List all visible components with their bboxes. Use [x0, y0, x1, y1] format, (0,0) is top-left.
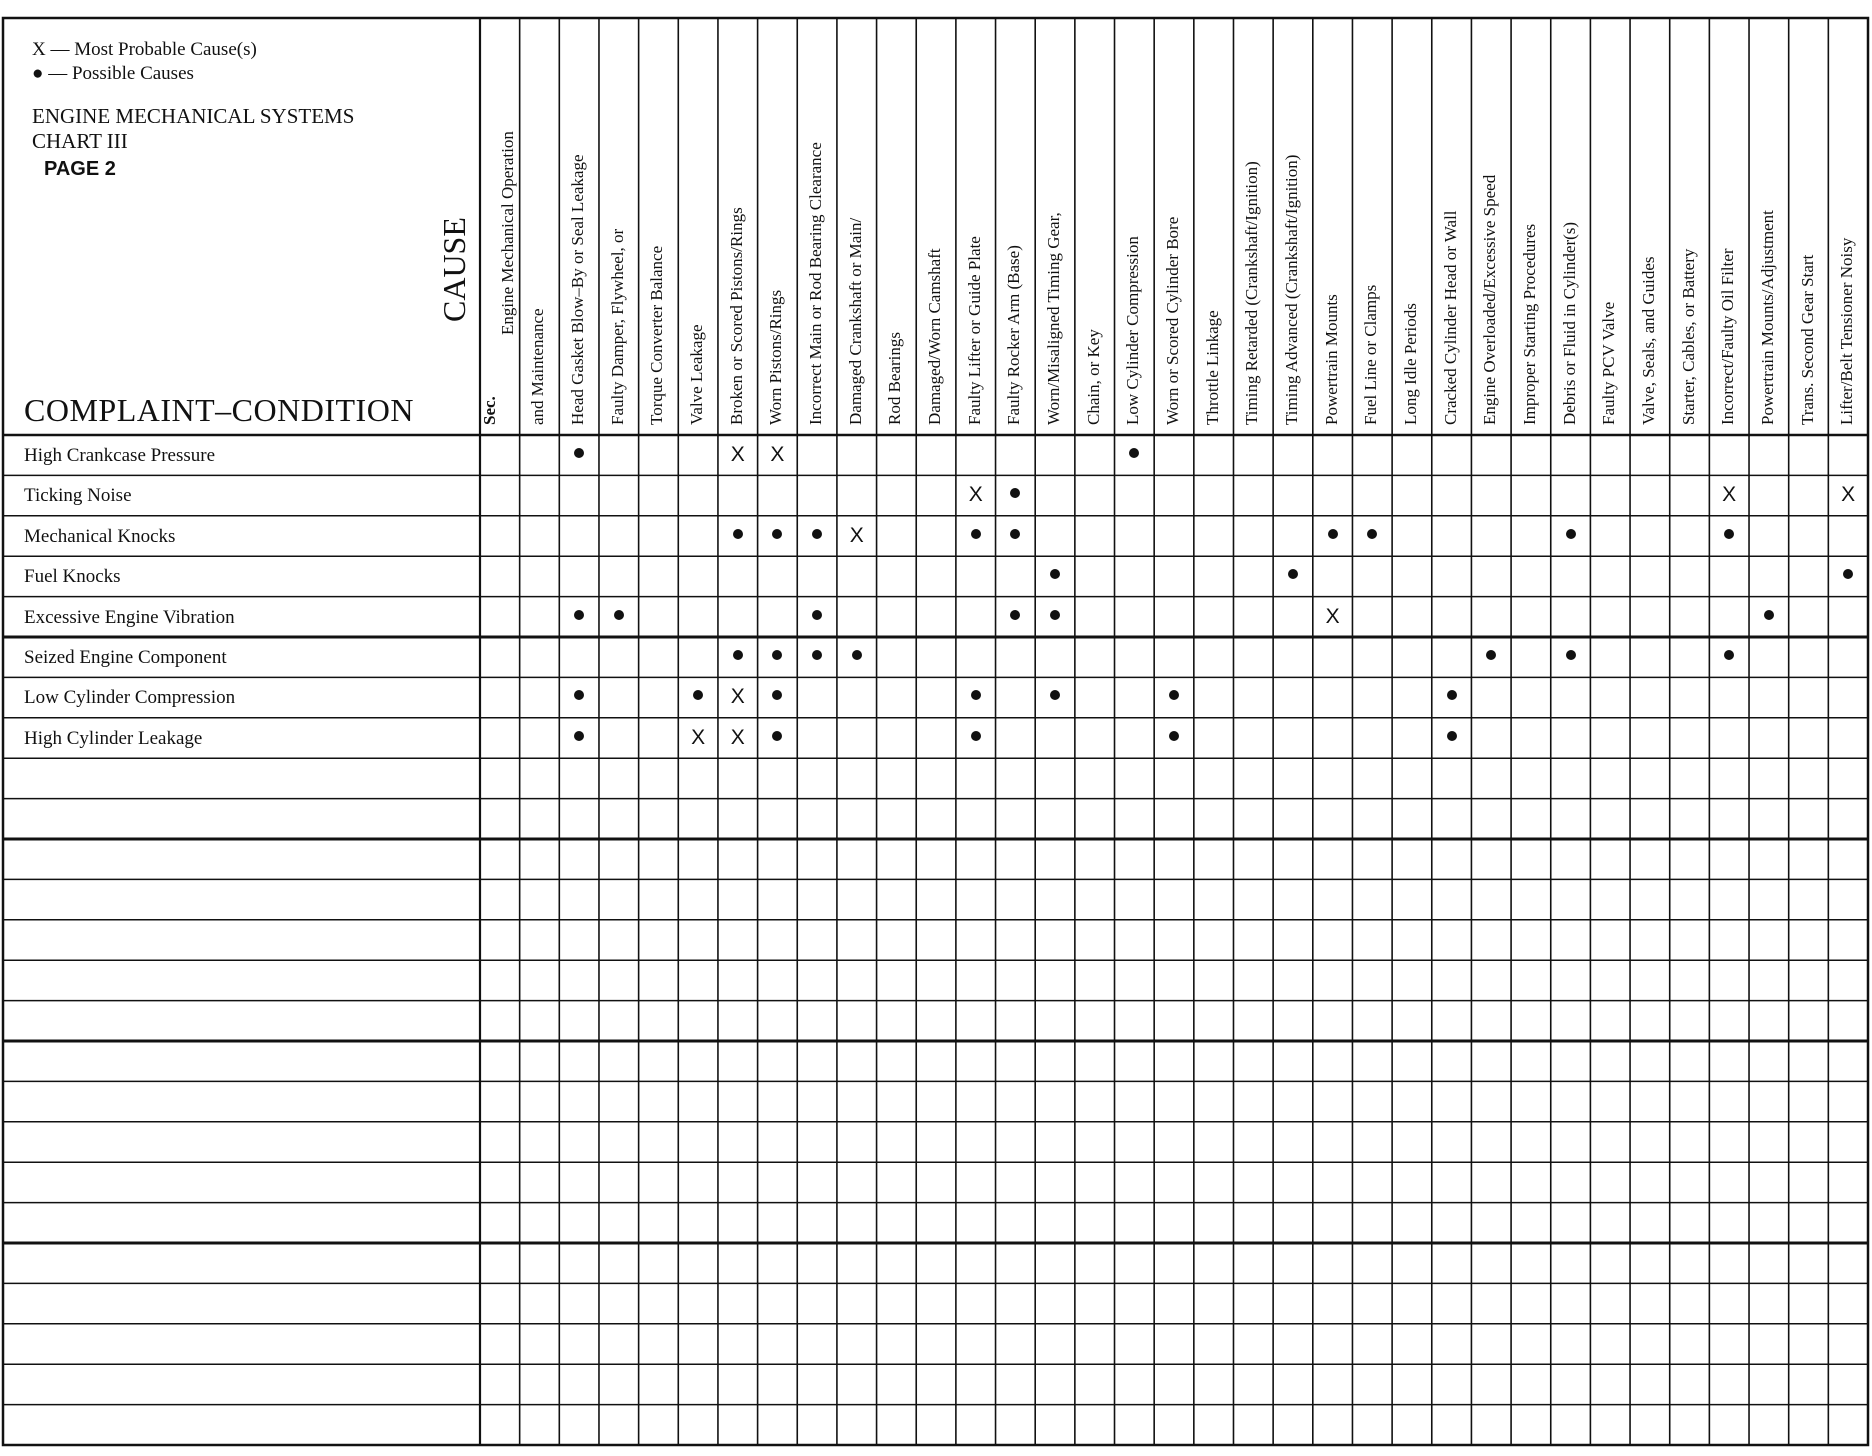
- column-header-label: Faulty PCV Valve: [1599, 301, 1619, 425]
- complaint-row-label: Fuel Knocks: [24, 566, 121, 588]
- possible-cause-dot: [1035, 566, 1075, 584]
- most-probable-mark: X: [730, 725, 745, 749]
- column-header-label: Faulty Damper, Flywheel, or: [607, 228, 627, 425]
- possible-cause-dot: [956, 728, 996, 746]
- column-header-label: Trans. Second Gear Start: [1797, 254, 1817, 425]
- possible-cause-dot: [1154, 687, 1194, 705]
- column-header: [1202, 310, 1222, 426]
- possible-cause-dot: [1828, 566, 1868, 584]
- possible-cause-dot: [559, 607, 599, 625]
- column-header: [1718, 248, 1738, 426]
- column-header: [885, 331, 905, 426]
- column-header-label: Timing Advanced (Crankshaft/Ignition): [1281, 154, 1301, 425]
- column-header: [1519, 223, 1539, 426]
- possible-cause-dot: [1709, 647, 1749, 665]
- possible-cause-dot: [956, 687, 996, 705]
- possible-cause-dot: [559, 728, 599, 746]
- possible-cause-dot: [757, 687, 797, 705]
- column-header-label: Chain, or Key: [1083, 329, 1103, 425]
- column-header-label: Rod Bearings: [885, 331, 905, 425]
- possible-cause-dot: [718, 647, 758, 665]
- complaint-row-label: High Crankcase Pressure: [24, 445, 216, 466]
- possible-cause-dot: [559, 687, 599, 705]
- possible-cause-dot: [956, 526, 996, 544]
- column-header: [1321, 294, 1341, 426]
- possible-cause-dot: [995, 485, 1035, 503]
- possible-cause-dot: [1749, 607, 1789, 625]
- column-header-label: Engine Mechanical Operation: [497, 131, 517, 335]
- most-probable-mark: X: [1841, 483, 1856, 507]
- possible-cause-dot: [995, 526, 1035, 544]
- column-header-label: Faulty Rocker Arm (Base): [1004, 245, 1024, 425]
- most-probable-mark: X: [730, 685, 745, 709]
- column-header: [1480, 174, 1500, 426]
- column-header-label: Starter, Cables, or Battery: [1678, 248, 1698, 425]
- cause-heading: CAUSE: [436, 217, 472, 322]
- possible-cause-dot: [1709, 526, 1749, 544]
- complaint-row-label: Mechanical Knocks: [24, 525, 176, 547]
- possible-cause-dot: [1273, 566, 1313, 584]
- column-header: [528, 308, 548, 426]
- column-header: [687, 324, 707, 426]
- column-header: [607, 228, 627, 426]
- chart-title: [32, 104, 354, 154]
- possible-cause-dot: [1432, 728, 1472, 746]
- possible-cause-dot: [1114, 445, 1154, 463]
- column-header: [1242, 161, 1262, 426]
- column-header-label: Cracked Cylinder Head or Wall: [1440, 210, 1460, 425]
- column-header: [1678, 248, 1698, 426]
- column-header-label: Incorrect/Faulty Oil Filter: [1718, 248, 1738, 425]
- legend: [32, 38, 257, 86]
- possible-cause-dot: [1432, 687, 1472, 705]
- chart-title-line2: CHART III: [32, 129, 128, 153]
- legend-possible: ● — Possible Causes: [32, 63, 194, 84]
- column-header-label: Broken or Scored Pistons/Rings: [726, 207, 746, 425]
- complaint-condition-heading: COMPLAINT–CONDITION: [24, 392, 414, 428]
- most-probable-mark: X: [691, 725, 706, 749]
- column-header: [845, 217, 865, 426]
- column-header: [806, 142, 826, 426]
- column-header: [497, 131, 517, 336]
- complaint-row-label: Low Cylinder Compression: [24, 687, 236, 709]
- column-header: [1281, 154, 1301, 426]
- possible-cause-dot: [757, 728, 797, 746]
- column-header-label: Powertrain Mounts: [1321, 294, 1341, 425]
- possible-cause-dot: [1154, 728, 1194, 746]
- possible-cause-dot: [1471, 647, 1511, 665]
- column-header-label: Worn/Misaligned Timing Gear,: [1044, 212, 1064, 425]
- column-header: [1004, 245, 1024, 426]
- column-header: [766, 289, 786, 426]
- page-label: PAGE 2: [44, 158, 116, 180]
- complaint-row-label: Seized Engine Component: [24, 647, 227, 668]
- column-header: [1757, 210, 1777, 426]
- column-header-label: Faulty Lifter or Guide Plate: [964, 236, 984, 425]
- column-header: [925, 248, 945, 426]
- column-header: [726, 207, 746, 426]
- most-probable-mark: X: [1325, 604, 1340, 628]
- chart-border: [3, 18, 1868, 1445]
- column-header-label: Low Cylinder Compression: [1123, 236, 1143, 425]
- column-header-label: Worn or Scored Cylinder Bore: [1163, 216, 1182, 425]
- column-header: [1797, 254, 1817, 426]
- column-header: [1638, 256, 1658, 426]
- possible-cause-dot: [797, 607, 837, 625]
- column-header: [1837, 237, 1857, 426]
- column-header-label: Powertrain Mounts/Adjustment: [1757, 210, 1777, 425]
- possible-cause-dot: [1313, 526, 1353, 544]
- possible-cause-dot: [995, 607, 1035, 625]
- column-header-label: Lifter/Belt Tensioner Noisy: [1837, 237, 1857, 425]
- column-header: [1400, 303, 1420, 426]
- column-header: [1559, 221, 1579, 426]
- possible-cause-dot: [1352, 526, 1392, 544]
- column-header: [964, 236, 984, 426]
- column-header-label: Damaged/Worn Camshaft: [925, 248, 945, 425]
- column-header-label: Timing Retarded (Crankshaft/Ignition): [1242, 161, 1262, 425]
- most-probable-mark: X: [849, 523, 864, 547]
- column-header-label: Head Gasket Blow–By or Seal Leakage: [568, 154, 588, 425]
- possible-cause-dot: [757, 526, 797, 544]
- cause-heading-wrap: [436, 217, 472, 323]
- most-probable-mark: X: [1722, 483, 1737, 507]
- legend-most-probable: X — Most Probable Cause(s): [32, 39, 257, 60]
- column-header-label: Valve, Seals, and Guides: [1638, 256, 1658, 425]
- column-header-label: Incorrect Main or Rod Bearing Clearance: [806, 142, 826, 425]
- column-header-label: Worn Pistons/Rings: [766, 289, 786, 425]
- column-header-label: Improper Starting Procedures: [1519, 223, 1539, 425]
- column-header-label: Throttle Linkage: [1202, 310, 1222, 425]
- possible-cause-dot: [757, 647, 797, 665]
- possible-cause-dot: [599, 607, 639, 625]
- possible-cause-dot: [1035, 607, 1075, 625]
- column-header: [1123, 236, 1143, 426]
- column-header-label: Damaged Crankshaft or Main/: [845, 217, 865, 425]
- column-header: [479, 396, 499, 426]
- column-header: [1440, 210, 1460, 426]
- column-header-label: Valve Leakage: [687, 324, 707, 425]
- column-header: [1083, 329, 1103, 426]
- column-header-label: Fuel Line or Clamps: [1361, 284, 1381, 425]
- column-header: [568, 154, 588, 426]
- possible-cause-dot: [1035, 687, 1075, 705]
- column-header-label: Torque Converter Balance: [647, 245, 667, 425]
- column-header-label: Long Idle Periods: [1400, 303, 1420, 425]
- most-probable-mark: X: [968, 483, 983, 507]
- complaint-row-label: High Cylinder Leakage: [24, 727, 203, 749]
- possible-cause-dot: [797, 647, 837, 665]
- column-header-label: Debris or Fluid in Cylinder(s): [1559, 221, 1579, 425]
- possible-cause-dot: [1551, 647, 1591, 665]
- column-header-label: Sec.: [479, 396, 499, 425]
- column-header-label: and Maintenance: [528, 308, 548, 425]
- complaint-row-label: Ticking Noise: [24, 485, 132, 507]
- most-probable-mark: X: [730, 443, 745, 466]
- column-header-label: Engine Overloaded/Excessive Speed: [1480, 174, 1500, 425]
- most-probable-mark: X: [770, 443, 785, 466]
- possible-cause-dot: [718, 526, 758, 544]
- complaint-row-label: Excessive Engine Vibration: [24, 606, 235, 628]
- column-header: [1361, 284, 1381, 426]
- chart-title-line1: ENGINE MECHANICAL SYSTEMS: [32, 104, 355, 128]
- column-header: [647, 245, 667, 426]
- column-header: [1163, 216, 1182, 426]
- possible-cause-dot: [1551, 526, 1591, 544]
- possible-cause-dot: [559, 445, 599, 463]
- possible-cause-dot: [837, 647, 877, 665]
- column-header: [1599, 301, 1619, 426]
- column-header: [1044, 212, 1064, 426]
- possible-cause-dot: [797, 526, 837, 544]
- possible-cause-dot: [678, 687, 718, 705]
